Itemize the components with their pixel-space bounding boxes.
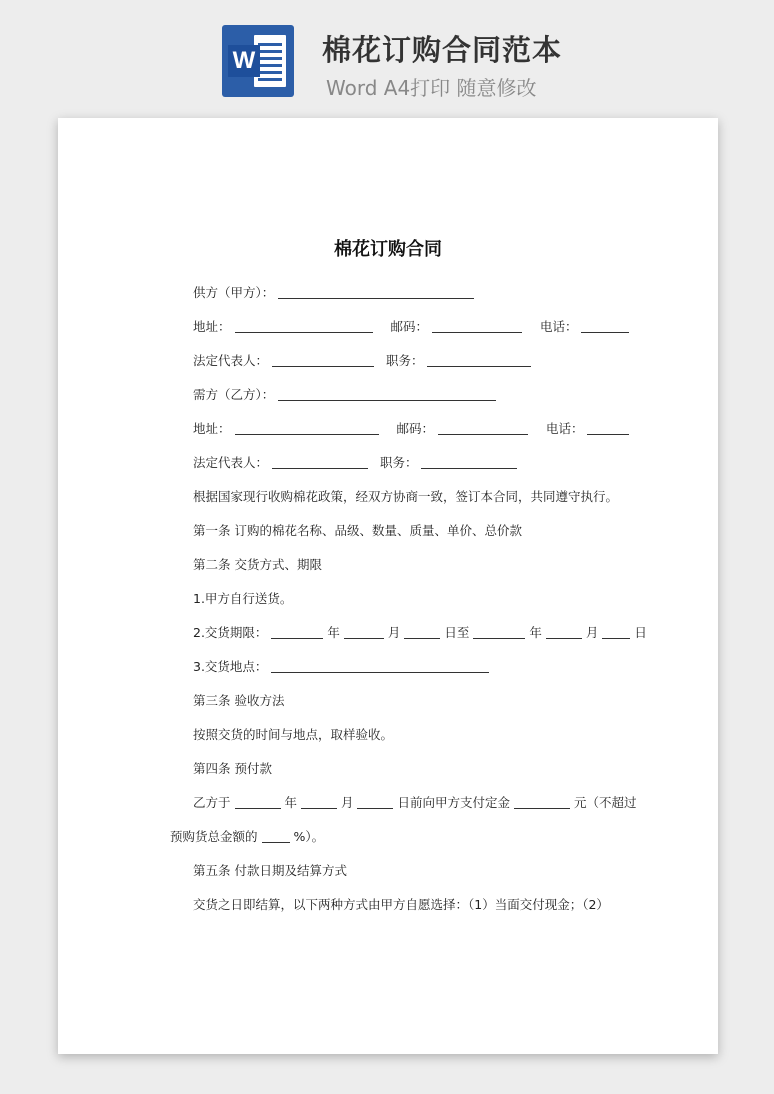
- header: [0, 0, 774, 110]
- end-day-blank[interactable]: [602, 626, 630, 639]
- header-title: 棉花订购合同范本: [322, 33, 563, 67]
- supplier-blank[interactable]: [278, 286, 474, 299]
- day-to-label: 日至: [444, 625, 470, 640]
- prepay-year-blank[interactable]: [235, 796, 281, 809]
- phone-label: 电话：: [539, 319, 578, 334]
- buyer-blank[interactable]: [278, 388, 496, 401]
- item-2-line: [193, 625, 647, 641]
- supplier-position-blank[interactable]: [427, 354, 531, 367]
- inspection-paragraph: 按照交货的时间与地点，取样验收。: [193, 727, 394, 742]
- deposit-amount-blank[interactable]: [514, 796, 570, 809]
- legal-rep-label: 法定代表人：: [193, 455, 269, 470]
- word-icon: [222, 25, 294, 97]
- end-month-blank[interactable]: [546, 626, 582, 639]
- prepay-month-blank[interactable]: [301, 796, 337, 809]
- year-label: 年: [327, 625, 340, 640]
- prepayment-line-2: [170, 829, 324, 845]
- position-label: 职务：: [385, 353, 424, 368]
- start-month-blank[interactable]: [344, 626, 384, 639]
- word-letter: W: [228, 45, 260, 77]
- month-label: 月: [340, 795, 354, 810]
- address-label: 地址：: [193, 319, 231, 334]
- start-day-blank[interactable]: [404, 626, 440, 639]
- start-year-blank[interactable]: [271, 626, 323, 639]
- supplier-zip-blank[interactable]: [432, 320, 522, 333]
- end-year-blank[interactable]: [473, 626, 525, 639]
- supplier-line: [193, 285, 474, 301]
- buyer-address-line: [193, 421, 629, 437]
- buyer-address-blank[interactable]: [235, 422, 379, 435]
- year-label: 年: [529, 625, 542, 640]
- supplier-phone-blank[interactable]: [581, 320, 629, 333]
- prepay-text-e: %）。: [293, 829, 325, 844]
- percent-blank[interactable]: [262, 830, 290, 843]
- prepay-text-a: 乙方于: [193, 795, 231, 810]
- item-3-label: 3.交货地点：: [193, 659, 268, 674]
- phone-label: 电话：: [545, 421, 584, 436]
- supplier-label: 供方（甲方）：: [193, 285, 275, 300]
- supplier-rep-blank[interactable]: [272, 354, 374, 367]
- article-3: 第三条 验收方法: [193, 693, 285, 708]
- day-label: 日: [634, 625, 647, 640]
- delivery-location-blank[interactable]: [271, 660, 489, 673]
- prepay-text-b: 日前向甲方支付定金: [397, 795, 510, 810]
- buyer-phone-blank[interactable]: [587, 422, 629, 435]
- document-page: [58, 118, 718, 1054]
- buyer-position-blank[interactable]: [421, 456, 517, 469]
- header-subtitle: Word A4打印 随意修改: [326, 76, 537, 100]
- buyer-zip-blank[interactable]: [438, 422, 528, 435]
- settlement-paragraph: 交货之日即结算，以下两种方式由甲方自愿选择：（1）当面交付现金；（2）: [193, 897, 609, 912]
- item-2-label: 2.交货期限：: [193, 625, 268, 640]
- item-1: 1.甲方自行送货。: [193, 591, 293, 606]
- article-5: 第五条 付款日期及结算方式: [193, 863, 347, 878]
- supplier-rep-line: [193, 353, 531, 369]
- zip-label: 邮码：: [390, 319, 428, 334]
- month-label: 月: [585, 625, 599, 640]
- buyer-rep-blank[interactable]: [272, 456, 368, 469]
- document-title: 棉花订购合同: [334, 239, 442, 260]
- year-label: 年: [284, 795, 297, 810]
- zip-label: 邮码：: [396, 421, 434, 436]
- buyer-label: 需方（乙方）：: [193, 387, 275, 402]
- prepay-text-d: 预购货总金额的: [170, 829, 258, 844]
- legal-rep-label: 法定代表人：: [193, 353, 269, 368]
- buyer-line: [193, 387, 496, 403]
- item-3-line: [193, 659, 489, 675]
- prepay-text-c: 元（不超过: [573, 795, 637, 810]
- month-label: 月: [387, 625, 401, 640]
- supplier-address-line: [193, 319, 629, 335]
- buyer-rep-line: [193, 455, 517, 471]
- prepayment-line: [193, 795, 636, 811]
- prepay-day-blank[interactable]: [357, 796, 393, 809]
- article-2: 第二条 交货方式、期限: [193, 557, 322, 572]
- article-1: 第一条 订购的棉花名称、品级、数量、质量、单价、总价款: [193, 523, 522, 538]
- intro-paragraph: 根据国家现行收购棉花政策，经双方协商一致，签订本合同，共同遵守执行。: [193, 489, 619, 504]
- position-label: 职务：: [379, 455, 418, 470]
- article-4: 第四条 预付款: [193, 761, 272, 776]
- supplier-address-blank[interactable]: [235, 320, 373, 333]
- address-label: 地址：: [193, 421, 231, 436]
